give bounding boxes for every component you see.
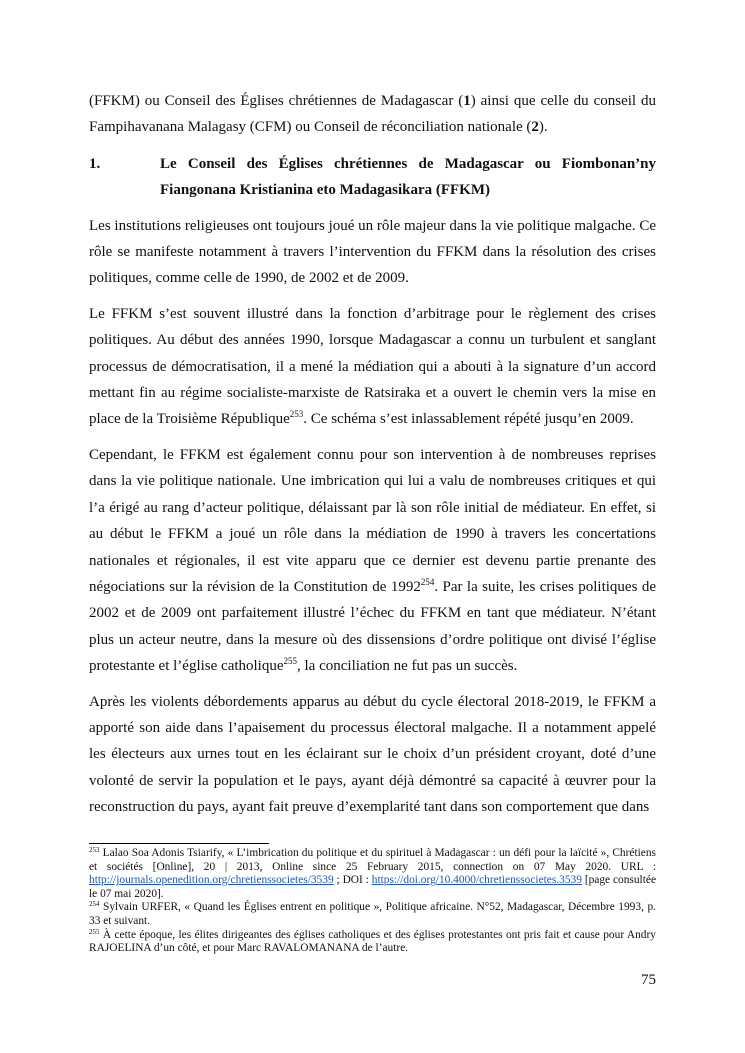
page-number: 75 [641, 972, 656, 988]
intro-ref-1: 1 [463, 93, 471, 109]
paragraph-2-text-b: . Ce schéma s’est inlassablement répété jusqu’en 2009. [303, 411, 634, 428]
footnote-253-doi-label: ; DOI : [333, 874, 372, 887]
footnote-ref-253[interactable]: 253 [289, 409, 304, 420]
paragraph-2 [89, 301, 656, 433]
footnote-254 [89, 901, 656, 928]
footnote-ref-254[interactable]: 254 [420, 576, 435, 587]
intro-paragraph [89, 88, 656, 141]
footnote-253 [89, 847, 656, 901]
footnote-255 [89, 929, 656, 956]
intro-text-1: (FFKM) ou Conseil des Églises chrétiennes de Madagascar ( [89, 93, 464, 109]
footnote-253-doi-link[interactable]: https://doi.org/10.4000/chretienssocietes.3539 [371, 874, 582, 887]
paragraph-3-text-c: , la conciliation ne fut pas un succès. [297, 658, 518, 675]
intro-text-3: ). [538, 119, 548, 136]
footnote-253-url-link[interactable]: http://journals.openedition.org/chretienssocietes/3539 [89, 874, 334, 887]
paragraph-1: Les institutions religieuses ont toujours joué un rôle majeur dans la vie politique malgache. Ce rôle se manifeste notamment à travers l’intervention du FFKM dans la résolution des crises politiques, comme celle de 1990, de 2002 et de 2009. [89, 217, 656, 287]
footnote-separator [89, 843, 269, 844]
page-content [89, 88, 656, 830]
footnote-255-number: 255 [89, 927, 100, 936]
footnote-254-number: 254 [89, 900, 100, 909]
footnote-253-number: 253 [89, 846, 100, 854]
section-title: Le Conseil des Églises chrétiennes de Madagascar ou Fiombonan’ny Fiangonana Kristianina eto Madagasikara (FFKM) [160, 155, 656, 199]
section-heading [89, 151, 656, 204]
section-number: 1. [89, 155, 101, 172]
intro-text-2: ) ainsi que celle du conseil du Fampihavanana Malagasy (CFM) ou Conseil de réconciliation nationale ( [89, 93, 656, 136]
footnote-253-text: Lalao Soa Adonis Tsiarify, « L’imbrication du politique et du spirituel à Madagascar : un défi pour la laïcité », Chrétiens et sociétés [Online], 20 | 2013, Online since 25 February 2015, connection on 07 May 2020. URL : [89, 847, 656, 873]
footnote-253-end: [page consultée le 07 mai 2020]. [89, 874, 657, 900]
paragraph-3-text-b: . Par la suite, les crises politiques de 2002 et de 2009 ont parfaitement illustré l’échec du FFKM en tant que médiateur. N’étant plus un acteur neutre, dans la mesure où des dissensions d’ordre politique ont divisé l’église protestante et l’église catholique [89, 578, 656, 675]
footnote-ref-255[interactable]: 255 [283, 656, 298, 667]
paragraph-2-text-a: Le FFKM s’est souvent illustré dans la fonction d’arbitrage pour le règlement des crises politiques. Au début des années 1990, lorsque Madagascar a connu un turbulent et sanglant processus de démocratisation, il a mené la médiation qui a abouti à la signature d’un accord mettant fin au régime socialiste-marxiste de Ratsiraka et a ouvert le chemin vers la mise en place de la Troisième République [89, 305, 656, 428]
paragraph-3-text-a: Cependant, le FFKM est également connu pour son intervention à de nombreuses reprises dans la vie politique nationale. Une imbrication qui lui a valu de nombreuses critiques et qui l’a érigé au rang d’acteur politique, délaissant par là son rôle initial de médiateur. En effet, si au début le FFKM a joué un rôle dans la médiation de 1990 à travers les concertations nationales et régionales, il est vite apparu que ce dernier est devenu partie prenante des négociations sur la révision de la Constitution de 1992 [89, 446, 656, 595]
footnote-255-text: À cette époque, les élites dirigeantes des églises catholiques et des églises protestantes ont pris fait et cause pour Andry RAJOELINA d’un côté, et pour Marc RAVALOMANANA de l’autre. [89, 928, 656, 955]
footnotes [89, 847, 656, 956]
intro-ref-2: 2 [531, 119, 539, 136]
paragraph-4: Après les violents débordements apparus au début du cycle électoral 2018-2019, le FFKM a apporté son aide dans l’apaisement du processus électoral malgache. Il a notamment appelé les électeurs aux urnes tout en les éclairant sur le choix d’un président croyant, doté d’une volonté de servir la population et le pays, ayant déjà démontré sa capacité à œuvrer pour la reconstruction du pays, ayant fait preuve d’exemplarité tant dans son comportement que dans [89, 693, 656, 816]
paragraph-3 [89, 442, 656, 680]
footnote-254-text: Sylvain URFER, « Quand les Églises entrent en politique », Politique africaine. N°52, Madagascar, Décembre 1993, p. 33 et suivant. [89, 901, 656, 927]
